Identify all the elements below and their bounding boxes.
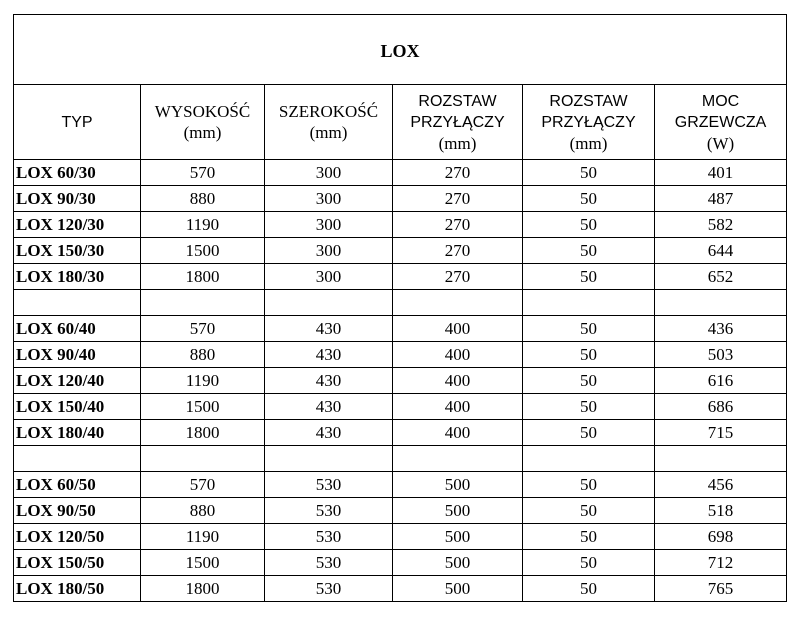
table-body bbox=[14, 160, 787, 602]
table-row bbox=[14, 576, 787, 602]
spacing1-cell: 500 bbox=[393, 550, 523, 576]
height-cell: 1190 bbox=[141, 368, 265, 394]
width-cell: 300 bbox=[265, 160, 393, 186]
spacing2-cell: 50 bbox=[523, 316, 655, 342]
spacing1-cell: 270 bbox=[393, 212, 523, 238]
spec-sheet bbox=[13, 14, 786, 618]
spacer-cell bbox=[655, 290, 787, 316]
height-cell: 570 bbox=[141, 316, 265, 342]
spacer-cell bbox=[393, 290, 523, 316]
spacer-cell bbox=[14, 290, 141, 316]
spacing2-cell: 50 bbox=[523, 368, 655, 394]
spacing2-cell: 50 bbox=[523, 498, 655, 524]
spacer-row bbox=[14, 446, 787, 472]
header-height bbox=[141, 85, 265, 160]
model-name-cell: LOX 180/50 bbox=[14, 576, 141, 602]
height-cell: 1190 bbox=[141, 212, 265, 238]
header-power-line1: MOC bbox=[701, 92, 740, 110]
spacing1-cell: 500 bbox=[393, 576, 523, 602]
height-cell: 1800 bbox=[141, 576, 265, 602]
spacing2-cell: 50 bbox=[523, 238, 655, 264]
height-cell: 570 bbox=[141, 472, 265, 498]
height-cell: 1500 bbox=[141, 238, 265, 264]
header-width bbox=[265, 85, 393, 160]
width-cell: 300 bbox=[265, 212, 393, 238]
power-cell: 616 bbox=[655, 368, 787, 394]
width-cell: 300 bbox=[265, 238, 393, 264]
header-spacing-1-unit: (mm) bbox=[438, 133, 477, 153]
table-row bbox=[14, 472, 787, 498]
table-row bbox=[14, 342, 787, 368]
model-name-cell: LOX 150/50 bbox=[14, 550, 141, 576]
power-cell: 456 bbox=[655, 472, 787, 498]
model-name-cell: LOX 90/50 bbox=[14, 498, 141, 524]
table-row bbox=[14, 368, 787, 394]
header-height-unit: (mm) bbox=[183, 123, 222, 142]
power-cell: 436 bbox=[655, 316, 787, 342]
power-cell: 503 bbox=[655, 342, 787, 368]
header-spacing-2-unit: (mm) bbox=[569, 133, 608, 153]
table-row bbox=[14, 212, 787, 238]
power-cell: 686 bbox=[655, 394, 787, 420]
header-row bbox=[14, 85, 787, 160]
spacer-cell bbox=[523, 446, 655, 472]
header-power bbox=[655, 85, 787, 160]
model-name-cell: LOX 150/40 bbox=[14, 394, 141, 420]
spacing1-cell: 270 bbox=[393, 238, 523, 264]
spacer-cell bbox=[655, 446, 787, 472]
model-name-cell: LOX 120/30 bbox=[14, 212, 141, 238]
spacing1-cell: 270 bbox=[393, 186, 523, 212]
header-spacing-2 bbox=[523, 85, 655, 160]
header-spacing-2-line1: ROZSTAW bbox=[549, 92, 628, 110]
spacing2-cell: 50 bbox=[523, 472, 655, 498]
spacing1-cell: 400 bbox=[393, 368, 523, 394]
height-cell: 1190 bbox=[141, 524, 265, 550]
spacing1-cell: 270 bbox=[393, 264, 523, 290]
width-cell: 530 bbox=[265, 472, 393, 498]
spacing2-cell: 50 bbox=[523, 576, 655, 602]
spacing2-cell: 50 bbox=[523, 420, 655, 446]
width-cell: 530 bbox=[265, 576, 393, 602]
table-row bbox=[14, 264, 787, 290]
lox-spec-table bbox=[13, 14, 787, 602]
power-cell: 652 bbox=[655, 264, 787, 290]
header-height-label: WYSOKOŚĆ bbox=[154, 102, 251, 121]
height-cell: 880 bbox=[141, 498, 265, 524]
header-spacing-1 bbox=[393, 85, 523, 160]
spacer-cell bbox=[14, 446, 141, 472]
power-cell: 715 bbox=[655, 420, 787, 446]
header-power-unit: (W) bbox=[706, 133, 735, 153]
header-power-line2: GRZEWCZA bbox=[674, 113, 767, 131]
power-cell: 698 bbox=[655, 524, 787, 550]
spacing2-cell: 50 bbox=[523, 524, 655, 550]
spacing2-cell: 50 bbox=[523, 342, 655, 368]
width-cell: 430 bbox=[265, 316, 393, 342]
header-width-label: SZEROKOŚĆ bbox=[278, 102, 379, 121]
width-cell: 430 bbox=[265, 368, 393, 394]
model-name-cell: LOX 120/50 bbox=[14, 524, 141, 550]
spacing1-cell: 400 bbox=[393, 420, 523, 446]
spacer-cell bbox=[523, 290, 655, 316]
width-cell: 430 bbox=[265, 342, 393, 368]
width-cell: 530 bbox=[265, 524, 393, 550]
power-cell: 401 bbox=[655, 160, 787, 186]
height-cell: 880 bbox=[141, 186, 265, 212]
table-row bbox=[14, 420, 787, 446]
width-cell: 430 bbox=[265, 420, 393, 446]
power-cell: 765 bbox=[655, 576, 787, 602]
model-name-cell: LOX 90/30 bbox=[14, 186, 141, 212]
title-row bbox=[14, 15, 787, 85]
model-name-cell: LOX 60/30 bbox=[14, 160, 141, 186]
power-cell: 487 bbox=[655, 186, 787, 212]
table-row bbox=[14, 316, 787, 342]
width-cell: 300 bbox=[265, 186, 393, 212]
width-cell: 530 bbox=[265, 498, 393, 524]
power-cell: 644 bbox=[655, 238, 787, 264]
spacer-cell bbox=[141, 290, 265, 316]
spacing1-cell: 500 bbox=[393, 472, 523, 498]
width-cell: 530 bbox=[265, 550, 393, 576]
model-name-cell: LOX 120/40 bbox=[14, 368, 141, 394]
table-row bbox=[14, 394, 787, 420]
table-row bbox=[14, 524, 787, 550]
width-cell: 300 bbox=[265, 264, 393, 290]
table-row bbox=[14, 160, 787, 186]
header-spacing-2-line2: PRZYŁĄCZY bbox=[541, 113, 636, 131]
spacing2-cell: 50 bbox=[523, 550, 655, 576]
spacing2-cell: 50 bbox=[523, 186, 655, 212]
model-name-cell: LOX 180/30 bbox=[14, 264, 141, 290]
power-cell: 518 bbox=[655, 498, 787, 524]
model-name-cell: LOX 60/40 bbox=[14, 316, 141, 342]
spacing1-cell: 500 bbox=[393, 524, 523, 550]
header-spacing-1-line1: ROZSTAW bbox=[418, 92, 497, 110]
spacer-cell bbox=[393, 446, 523, 472]
spacer-cell bbox=[141, 446, 265, 472]
height-cell: 1800 bbox=[141, 420, 265, 446]
table-row bbox=[14, 186, 787, 212]
spacing1-cell: 270 bbox=[393, 160, 523, 186]
height-cell: 1500 bbox=[141, 394, 265, 420]
table-row bbox=[14, 498, 787, 524]
model-name-cell: LOX 60/50 bbox=[14, 472, 141, 498]
spacer-cell bbox=[265, 446, 393, 472]
header-spacing-1-line2: PRZYŁĄCZY bbox=[410, 113, 505, 131]
model-name-cell: LOX 150/30 bbox=[14, 238, 141, 264]
header-width-unit: (mm) bbox=[309, 123, 348, 142]
width-cell: 430 bbox=[265, 394, 393, 420]
height-cell: 570 bbox=[141, 160, 265, 186]
model-name-cell: LOX 180/40 bbox=[14, 420, 141, 446]
power-cell: 712 bbox=[655, 550, 787, 576]
spacer-row bbox=[14, 290, 787, 316]
spacing2-cell: 50 bbox=[523, 264, 655, 290]
spacing1-cell: 400 bbox=[393, 394, 523, 420]
power-cell: 582 bbox=[655, 212, 787, 238]
spacing2-cell: 50 bbox=[523, 160, 655, 186]
table-title: LOX bbox=[14, 15, 787, 85]
height-cell: 880 bbox=[141, 342, 265, 368]
table-row bbox=[14, 550, 787, 576]
table-row bbox=[14, 238, 787, 264]
spacing2-cell: 50 bbox=[523, 394, 655, 420]
spacing2-cell: 50 bbox=[523, 212, 655, 238]
spacer-cell bbox=[265, 290, 393, 316]
spacing1-cell: 400 bbox=[393, 316, 523, 342]
height-cell: 1800 bbox=[141, 264, 265, 290]
header-typ: TYP bbox=[14, 85, 141, 160]
model-name-cell: LOX 90/40 bbox=[14, 342, 141, 368]
spacing1-cell: 400 bbox=[393, 342, 523, 368]
spacing1-cell: 500 bbox=[393, 498, 523, 524]
height-cell: 1500 bbox=[141, 550, 265, 576]
